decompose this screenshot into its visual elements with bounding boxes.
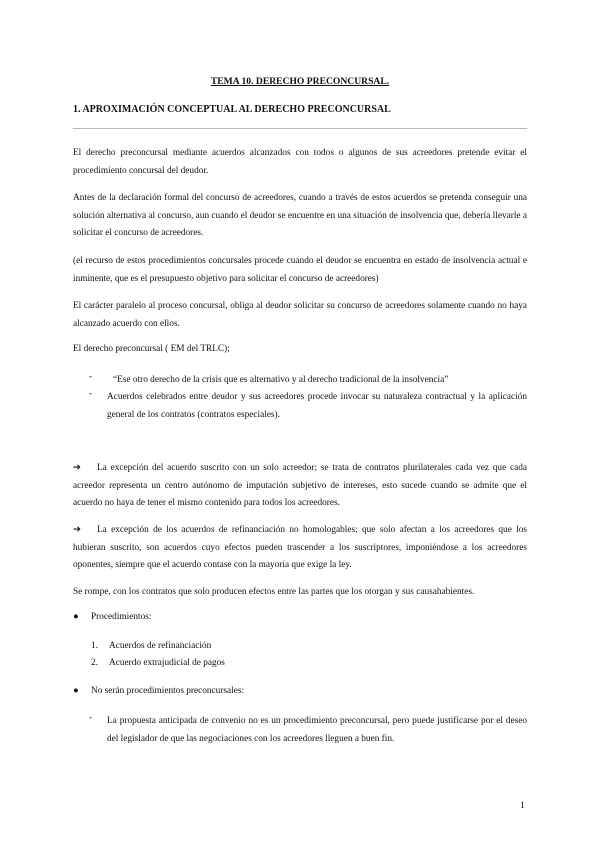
closing-paragraph: Se rompe, con los contratos que solo producen efectos entre las partes que los otorgan y sus causahabientes. (73, 587, 475, 597)
arrow-paragraph-2 (73, 522, 527, 575)
paragraph-3: (el recurso de estos procedimientos concursales procede cuando el deudor se encuentra en estado de insolvencia actual e inminente, que es el presupuesto objetivo para solicitar el concurso de acreedores) (73, 256, 527, 284)
bullet-procedimientos: Procedimientos: (91, 612, 152, 622)
arrow-paragraph-2-text: La excepción de los acuerdos de refinanciación no homologables; que solo afectan a los acreedores que los hubieran suscrito, son acuerdos cuyo efectos pueden trascender a los suscriptores, imponiéndose a los acreedores oponentes, siempre que el acuerdo contase con la mayoría que exige la ley. (73, 525, 527, 570)
paragraph-1: El derecho preconcursal mediante acuerdos alcanzados con todos o algunos de sus acreedores pretende evitar el procedimiento concursal del deudor. (73, 148, 527, 176)
arrow-icon: ➔ (73, 463, 81, 473)
list-number-1: 1. (91, 641, 98, 651)
dash-marker: - (89, 389, 93, 399)
arrow-icon: ➔ (73, 525, 81, 535)
list-item-2: Acuerdo extrajudicial de pagos (109, 658, 225, 668)
dash-marker: - (89, 372, 93, 382)
paragraph-2: Antes de la declaración formal del concurso de acreedores, cuando a través de estos acuerdos se pretenda conseguir una solución alternativa al concurso, aun cuando el deudor se encuentre en una situación de insolvencia que, debería llevarle a solicitar el concurso de acreedores. (73, 193, 527, 238)
dash-item-3: La propuesta anticipada de convenio no es un procedimiento preconcursal, pero puede justificarse por el deseo del legislador de que las negociaciones con los acreedores lleguen a buen fin. (107, 716, 527, 744)
dash-item-1: “Ese otro derecho de la crisis que es alternativo y al derecho tradicional de la insolvencia” (113, 375, 449, 385)
bullet-icon: ● (73, 686, 79, 696)
heading-rule (73, 128, 527, 129)
dash-marker: - (89, 713, 93, 723)
list-item-1: Acuerdos de refinanciación (109, 641, 212, 651)
bullet-icon: ● (73, 612, 79, 622)
document-title: TEMA 10. DERECHO PRECONCURSAL. (210, 76, 390, 87)
list-number-2: 2. (91, 658, 98, 668)
section-heading: 1. APROXIMACIÓN CONCEPTUAL AL DERECHO PRECONCURSAL (73, 104, 391, 115)
dash-item-2: Acuerdos celebrados entre deudor y sus acreedores procede invocar su naturaleza contractual y la aplicación general de los contratos (contratos especiales). (107, 392, 527, 420)
bullet-no-preconcursales: No serán procedimientos preconcursales: (91, 686, 245, 696)
arrow-paragraph-1 (73, 460, 527, 513)
arrow-paragraph-1-text: La excepción del acuerdo suscrito con un solo acreedor; se trata de contratos plurilaterales cada vez que cada acreedor representa un centro autónomo de imputación subjetivo de intereses, esto sucede cuando se admite que el acuerdo no haya de tener el mismo contenido para todos los acreedores. (73, 463, 527, 508)
paragraph-5: El derecho preconcursal ( EM del TRLC); (73, 344, 230, 354)
paragraph-4: El carácter paralelo al proceso concursal, obliga al deudor solicitar su concurso de acreedores solamente cuando no haya alcanzado acuerdo con ellos. (73, 301, 527, 329)
page-number: 1 (520, 800, 525, 811)
